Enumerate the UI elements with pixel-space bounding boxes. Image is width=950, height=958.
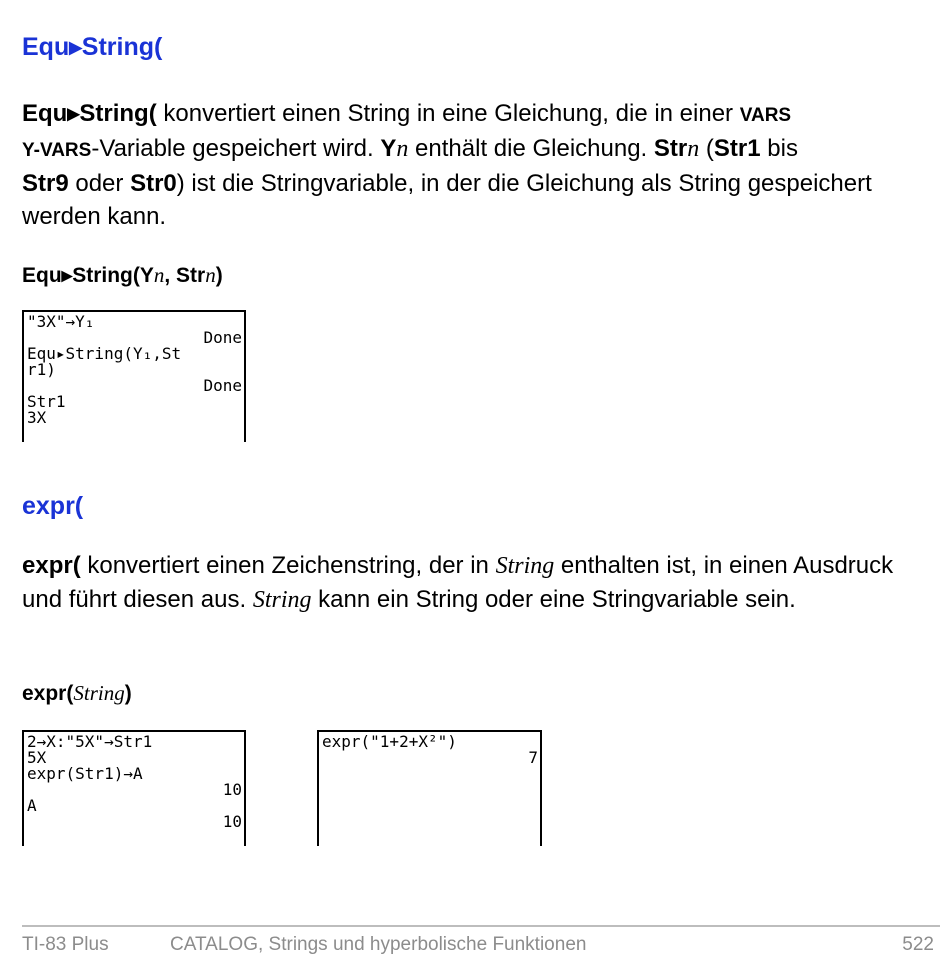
calculator-screen-expr-2	[317, 730, 542, 846]
footer-product: TI-83 Plus	[22, 934, 109, 955]
screen-line: expr("1+2+X²")	[322, 732, 457, 751]
section-heading-equ-string: Equ▸String(	[22, 33, 163, 61]
screen-line: expr(Str1)→A	[27, 764, 143, 783]
screen-line: Str1	[27, 392, 66, 411]
screen-line: A	[27, 796, 37, 815]
yn-var: Yn	[380, 135, 409, 162]
section-heading-expr: expr(	[22, 492, 84, 520]
equ-string-syntax: Equ▸String(Yn, Strn)	[22, 263, 223, 287]
expr-description: expr( konvertiert einen Zeichenstring, der in String enthalten ist, in einen Ausdruck und führt diesen aus. String kann ein String oder eine Stringvariable sein.	[22, 552, 894, 613]
desc-text: enthält die Gleichung.	[408, 135, 654, 162]
screen-line: "3X"→Y₁	[27, 312, 95, 331]
string-param: String	[495, 553, 555, 579]
desc-text: (	[699, 135, 714, 162]
footer-rule	[22, 925, 940, 927]
screen-line: 5X	[27, 748, 47, 767]
desc-text: konvertiert einen String in eine Gleichung, die in einer	[156, 100, 740, 127]
screen-line: Done	[203, 328, 242, 347]
desc-text: oder	[68, 170, 131, 197]
calculator-screen-expr-1	[22, 730, 246, 846]
cmd-name: expr(	[22, 552, 81, 579]
string-param: String	[252, 587, 312, 613]
footer-chapter: CATALOG, Strings und hyperbolische Funktionen	[170, 934, 587, 955]
yvars-key: Y-VARS	[22, 140, 92, 161]
screen-line: 10	[222, 780, 242, 799]
str0-var: Str0	[130, 170, 177, 197]
desc-text: ) ist die Stringvariable, in der die Gleichung als String gespeichert werden kann.	[22, 170, 872, 230]
calculator-screen-equ-string	[22, 310, 246, 442]
screen-line: 7	[528, 748, 538, 767]
screen-line: 10	[222, 812, 242, 831]
desc-text: -Variable gespeichert wird.	[91, 135, 381, 162]
cmd-name: Equ▸String(	[22, 100, 157, 127]
screen-line: 2→X:"5X"→Str1	[27, 732, 153, 751]
str1-var: Str1	[713, 135, 761, 162]
desc-text: bis	[760, 135, 798, 162]
screen-line: Done	[203, 376, 242, 395]
equ-string-description	[22, 97, 932, 233]
str9-var: Str9	[22, 170, 69, 197]
footer-page-number: 522	[902, 934, 934, 955]
vars-key: VARS	[739, 105, 792, 126]
strn-var: Strn	[653, 135, 700, 162]
screen-line: 3X	[27, 408, 47, 427]
screen-line: Equ▸String(Y₁,St	[27, 344, 182, 363]
screen-line: r1)	[27, 360, 56, 379]
expr-syntax: expr(String)	[22, 681, 132, 705]
